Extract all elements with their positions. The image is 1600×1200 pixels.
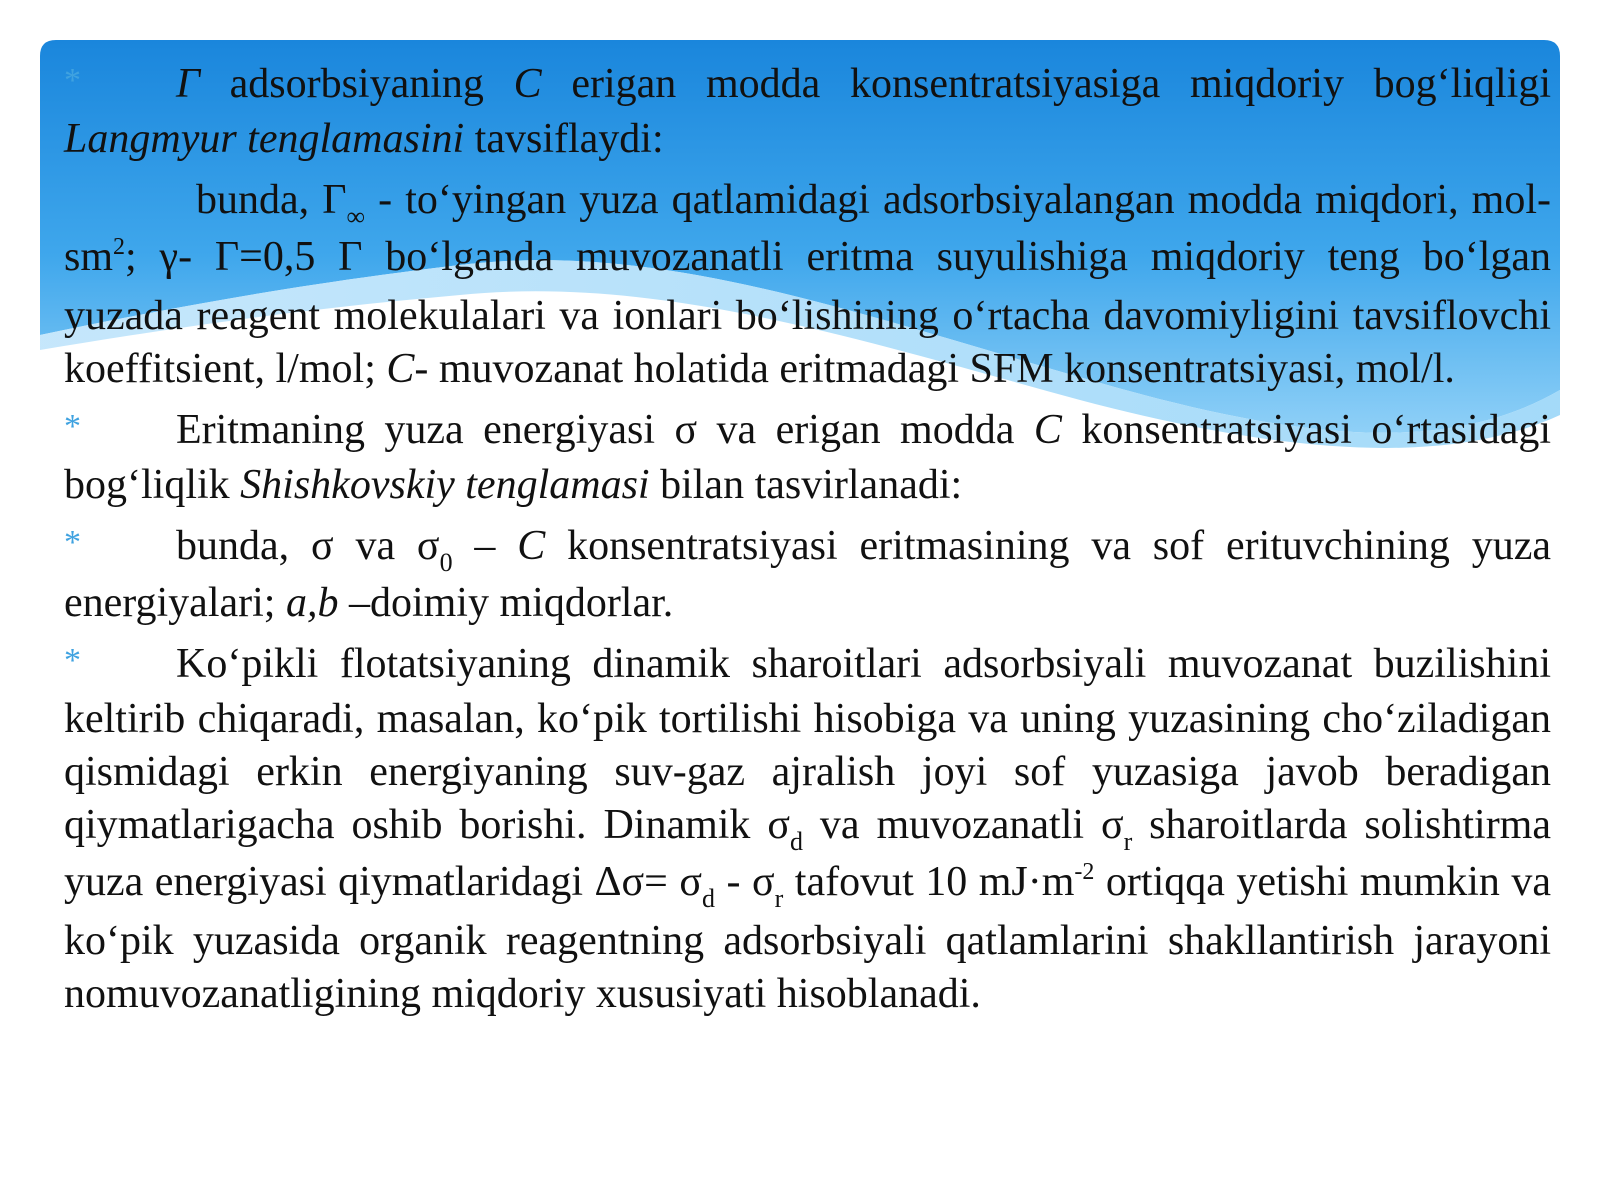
text: Ko‘pikli flotatsiyaning dinamik sharoitlari adsorbsiyali muvozanat buzilishini keltirib chiqaradi, masalan, ko‘pik tortilishi hisobiga va uning yuzasining cho‘ziladigan qismidagi erkin energiyaning suv-gaz ajralish joyi sof yuzasiga javob beradigan qiymatlarigacha oshib borishi. Dinamik σ: [64, 641, 1551, 848]
text: - muvozanat holatida eritmadagi SFM konsentratsiyasi, mol/l.: [414, 346, 1455, 392]
asterisk-icon: *: [64, 524, 81, 561]
text: erigan modda konsentratsiyasiga miqdoriy bog‘liqligi: [541, 61, 1552, 107]
symbol-gamma: Г: [176, 61, 200, 107]
text: Eritmaning yuza energiyasi σ va erigan modda: [176, 407, 1034, 453]
text: konsentratsiyasi o‘rtasidagi bog‘liqlik: [64, 407, 1552, 508]
indent: [64, 58, 176, 113]
text: adsorbsiyaning: [199, 61, 514, 107]
paragraph-langmuir: [64, 58, 1551, 166]
subscript: r: [1123, 827, 1133, 856]
subscript: d: [789, 827, 803, 856]
slide-body: [64, 58, 1551, 1029]
text: ; γ- Г=0,5 Г bo‘lganda muvozanatli eritma suyulishiga miqdoriy teng bo‘lgan yuzada reagent molekulalari va ionlari bo‘lishining o‘rtacha davomiyligini tavsiflovchi koeffitsient, l/mol;: [64, 234, 1551, 392]
symbol-ab: a,b: [285, 580, 339, 626]
asterisk-icon: *: [64, 642, 81, 679]
indent: [64, 404, 176, 459]
text: va muvozanatli σ: [802, 802, 1124, 848]
indent: [64, 638, 176, 693]
text: bunda, σ va σ: [176, 523, 440, 569]
text: konsentratsiyasi eritmasining va sof erituvchining yuza energiyalari;: [64, 523, 1552, 626]
asterisk-icon: *: [64, 62, 81, 99]
text: tafovut 10 mJ·m: [783, 859, 1075, 905]
symbol-c: C: [1033, 407, 1062, 453]
text: –doimiy miqdorlar.: [338, 580, 674, 626]
subscript-infinity: ∞: [346, 202, 366, 231]
term-langmuir: Langmyur tenglamasini: [64, 116, 465, 162]
superscript: -2: [1074, 859, 1095, 885]
text: bunda, Г: [196, 177, 347, 223]
text: bilan tasvirlanadi:: [649, 462, 963, 508]
text: sharoitlarda solishtirma yuza energiyasi qiymatlaridagi Δσ= σ: [64, 802, 1551, 905]
paragraph-flotation: [64, 638, 1551, 1021]
symbol-c: C: [513, 61, 542, 107]
term-shishkovskiy: Shishkovskiy tenglamasi: [240, 462, 650, 508]
indent: [64, 520, 176, 575]
subscript: r: [774, 884, 784, 913]
symbol-c: C: [517, 523, 546, 569]
text: –: [452, 523, 518, 569]
text: ortiqqa yetishi mumkin va ko‘pik yuzasida organik reagentning adsorbsiyali qatlamlarini shakllantirish jarayoni nomuvozanatligining miqdoriy xususiyati hisoblanadi.: [64, 859, 1552, 1017]
text: - σ: [715, 859, 775, 905]
text: - to‘yingan yuza qatlamidagi adsorbsiyalangan modda miqdori, mol-sm: [64, 177, 1551, 280]
subscript: d: [702, 884, 715, 913]
paragraph-definitions: [64, 174, 1551, 396]
subscript: 0: [439, 548, 453, 577]
asterisk-icon: *: [64, 408, 81, 445]
paragraph-shishkovskiy: [64, 404, 1551, 512]
symbol-c: C: [386, 346, 415, 392]
paragraph-sigma-definitions: [64, 520, 1551, 630]
superscript: 2: [113, 234, 126, 260]
text: tavsiflaydi:: [464, 116, 664, 162]
